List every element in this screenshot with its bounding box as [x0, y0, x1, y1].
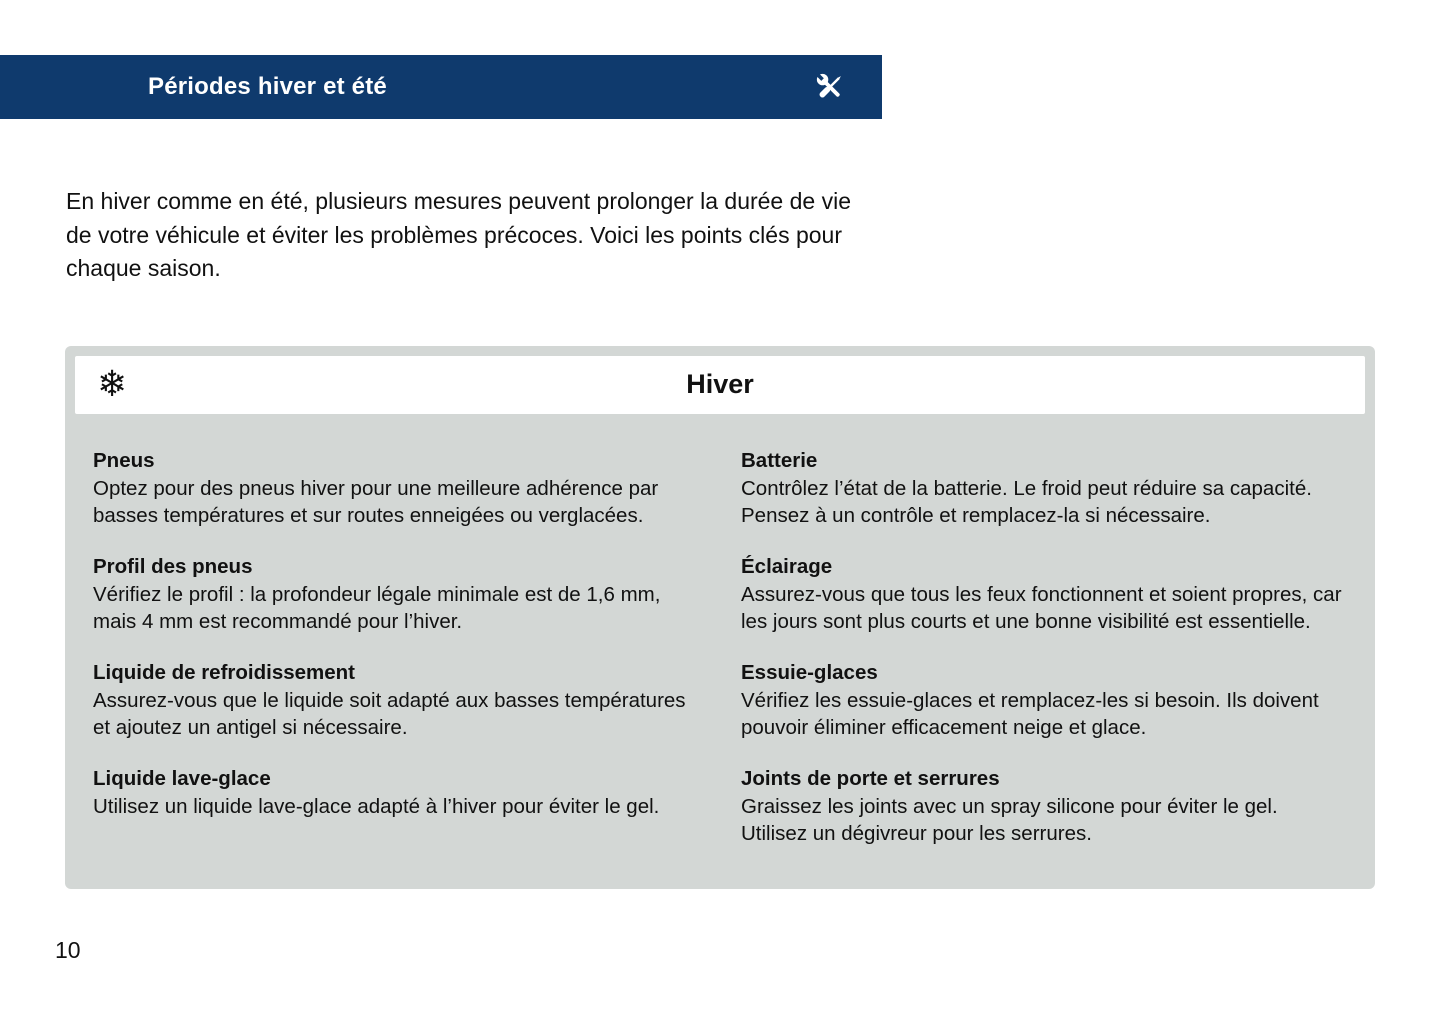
banner-title: Périodes hiver et été: [148, 73, 387, 100]
card-item-liquide-refroidissement: [93, 660, 699, 742]
winter-card-header: [75, 356, 1365, 414]
item-heading: Batterie: [741, 448, 818, 472]
section-banner: [0, 55, 882, 119]
winter-card-body: [75, 414, 1365, 890]
card-item-batterie: [741, 448, 1347, 530]
item-heading: Joints de porte et serrures: [741, 766, 1000, 790]
item-body: Optez pour des pneus hiver pour une meilleure adhérence par basses températures et sur routes enneigées ou verglacées.: [93, 477, 659, 528]
item-body: Utilisez un liquide lave-glace adapté à l’hiver pour éviter le gel.: [93, 795, 660, 819]
item-heading: Éclairage: [741, 554, 833, 578]
item-body: Assurez-vous que le liquide soit adapté aux basses températures et ajoutez un antigel si nécessaire.: [93, 689, 686, 739]
card-item-eclairage: [741, 554, 1347, 636]
card-item-pneus: [93, 448, 699, 530]
item-heading: Liquide de refroidissement: [93, 660, 355, 684]
item-heading: Essuie-glaces: [741, 660, 878, 684]
item-body: Assurez-vous que tous les feux fonctionnent et soient propres, car les jours sont plus courts et une bonne visibilité est essentielle.: [741, 583, 1342, 633]
winter-right-column: [741, 448, 1347, 848]
tools-icon: [810, 67, 850, 107]
item-body: Vérifiez les essuie-glaces et remplacez-les si besoin. Ils doivent pouvoir éliminer efficacement neige et glace.: [741, 689, 1319, 739]
intro-paragraph: En hiver comme en été, plusieurs mesures peuvent prolonger la durée de vie de votre véhicule et éviter les problèmes précoces. Voici les points clés pour chaque saison.: [66, 188, 851, 282]
winter-left-column: [93, 448, 699, 848]
page-number: 10: [55, 937, 81, 964]
card-item-liquide-lave-glace: [93, 766, 699, 821]
item-body: Contrôlez l’état de la batterie. Le froid peut réduire sa capacité. Pensez à un contrôle et remplacez-la si nécessaire.: [741, 477, 1312, 528]
item-heading: Profil des pneus: [93, 554, 253, 578]
card-item-joints-serrures: [741, 766, 1347, 848]
item-body: Vérifiez le profil : la profondeur légale minimale est de 1,6 mm, mais 4 mm est recommandé pour l’hiver.: [93, 583, 661, 633]
snowflake-icon: ❄: [97, 363, 128, 405]
item-body: Graissez les joints avec un spray silicone pour éviter le gel. Utilisez un dégivreur pour les serrures.: [741, 795, 1278, 845]
item-heading: Pneus: [93, 448, 155, 472]
item-heading: Liquide lave-glace: [93, 766, 271, 790]
winter-card-title: Hiver: [686, 369, 754, 400]
winter-card: [65, 346, 1375, 890]
card-item-profil-des-pneus: [93, 554, 699, 636]
card-item-essuie-glaces: [741, 660, 1347, 742]
